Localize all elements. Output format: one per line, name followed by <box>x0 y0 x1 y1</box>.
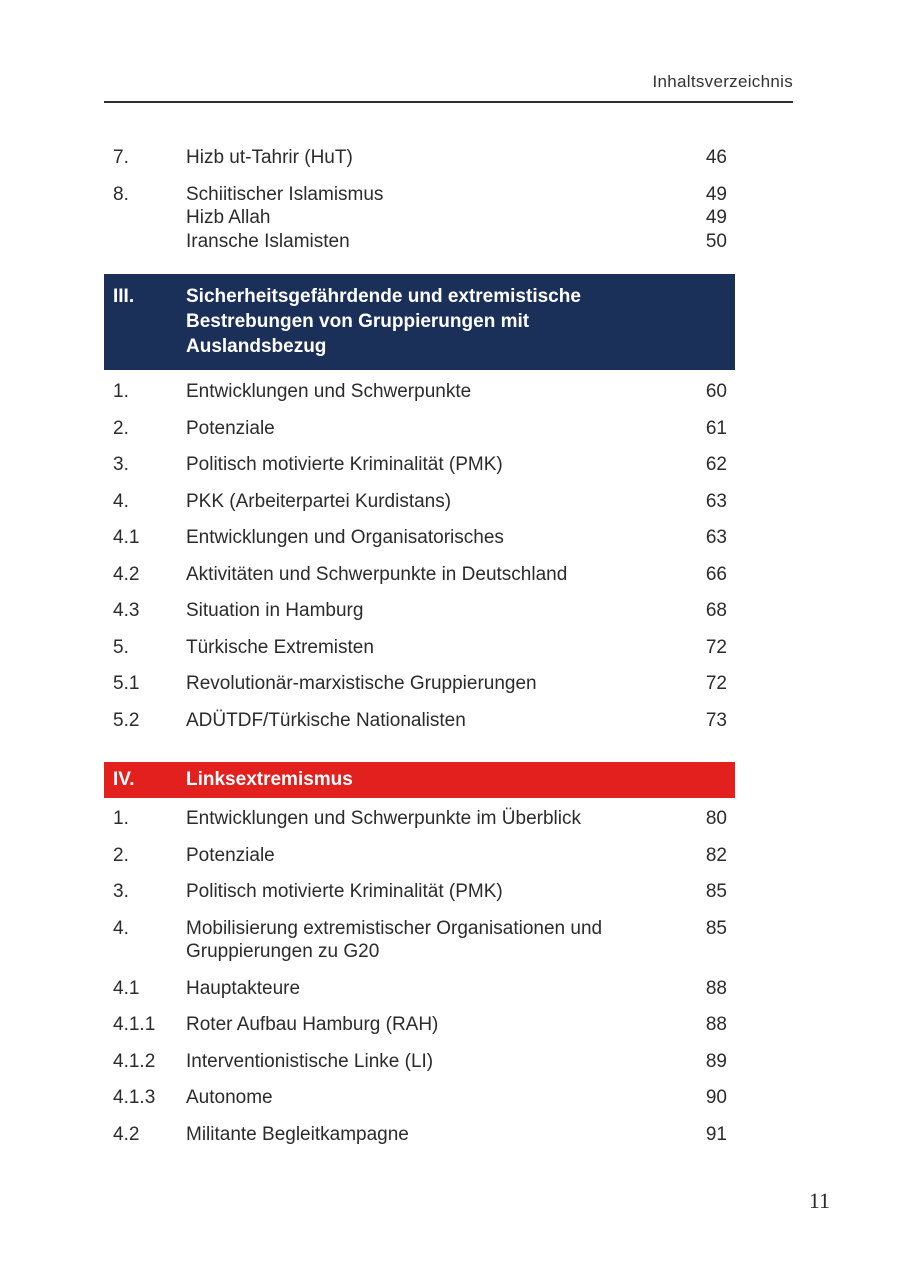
entry-page: 73 <box>705 709 727 731</box>
entry-title: Schiitischer Islamismus <box>186 183 384 205</box>
toc-entry <box>104 1123 735 1147</box>
toc-entry-line <box>104 672 735 696</box>
toc-entry-line <box>104 230 735 254</box>
toc-entry-line <box>104 1050 735 1074</box>
toc-entry-line <box>104 380 735 404</box>
toc-entry <box>104 1013 735 1037</box>
entry-number: 4.1.3 <box>113 1087 156 1108</box>
section-band <box>104 274 735 370</box>
entry-page: 90 <box>705 1087 727 1108</box>
entry-title: ADÜTDF/Türkische Nationalisten <box>186 709 466 731</box>
band-number: III. <box>113 286 135 307</box>
toc-entry-line <box>104 1013 735 1037</box>
entry-page: 89 <box>705 1050 727 1072</box>
entry-title: Situation in Hamburg <box>186 600 364 621</box>
entry-number: 4.2 <box>113 563 140 585</box>
entry-title: Türkische Extremisten <box>186 636 374 658</box>
toc-entry <box>104 807 735 831</box>
toc-entry-line <box>104 146 735 170</box>
toc-entry-line <box>104 417 735 441</box>
toc-entry-line <box>104 844 735 868</box>
entry-number: 5.2 <box>113 709 140 731</box>
entry-page: 50 <box>705 230 727 252</box>
entry-title: Roter Aufbau Hamburg (RAH) <box>186 1014 439 1035</box>
entry-number: 4.1.1 <box>113 1014 156 1035</box>
entry-page: 72 <box>705 636 727 658</box>
entry-title: Iransche Islamisten <box>186 230 350 252</box>
toc-entry-line <box>104 453 735 477</box>
entry-title: Aktivitäten und Schwerpunkte in Deutschland <box>186 563 568 585</box>
toc-entry <box>104 672 735 696</box>
entry-title: Entwicklungen und Schwerpunkte <box>186 381 472 402</box>
entry-title: Potenziale <box>186 417 275 439</box>
toc-entry-line <box>104 709 735 733</box>
toc-entry <box>104 563 735 587</box>
entry-page: 88 <box>705 977 727 999</box>
toc-entry <box>104 146 735 170</box>
toc-entry-line <box>104 880 735 904</box>
toc-entry-line <box>104 807 735 831</box>
toc-entry-line <box>104 206 735 230</box>
entry-page: 49 <box>705 207 727 228</box>
toc-entry-line <box>104 490 735 514</box>
toc-entry-line <box>104 599 735 623</box>
entry-title: Hizb ut-Tahrir (HuT) <box>186 147 353 168</box>
entry-title: Interventionistische Linke (LI) <box>186 1050 434 1072</box>
entry-page: 66 <box>705 563 727 585</box>
entry-page: 61 <box>705 417 727 439</box>
entry-title: Revolutionär-marxistische Gruppierungen <box>186 673 537 694</box>
entry-title: Entwicklungen und Organisatorisches <box>186 527 504 548</box>
entry-number: 7. <box>113 147 129 168</box>
entry-title: Mobilisierung extremistischer Organisationen und Gruppierungen zu G20 <box>186 917 603 962</box>
entry-number: 2. <box>113 844 129 866</box>
entry-number: 3. <box>113 881 129 902</box>
entry-page: 46 <box>705 147 727 168</box>
entry-page: 49 <box>705 183 727 205</box>
entry-number: 8. <box>113 183 129 205</box>
band-title: Sicherheitsgefährdende und extremistische Bestrebungen von Gruppierungen mit Auslandsbezug <box>186 286 581 357</box>
toc-entry <box>104 917 735 964</box>
toc-entry <box>104 1086 735 1110</box>
toc-entry <box>104 526 735 550</box>
entry-title: Hizb Allah <box>186 207 271 228</box>
toc-entry-line <box>104 1086 735 1110</box>
entry-number: 4. <box>113 917 129 939</box>
toc-entry <box>104 453 735 477</box>
toc-list <box>104 146 735 1159</box>
toc-entry-line <box>104 563 735 587</box>
toc-entry-line <box>104 917 735 964</box>
entry-page: 68 <box>705 600 727 621</box>
toc-entry-line <box>104 1123 735 1147</box>
section-band <box>104 762 735 798</box>
entry-number: 1. <box>113 808 129 829</box>
entry-page: 91 <box>705 1123 727 1145</box>
entry-number: 5.1 <box>113 673 140 694</box>
entry-number: 4.1.2 <box>113 1050 156 1072</box>
running-header: Inhaltsverzeichnis <box>104 72 793 103</box>
entry-page: 60 <box>705 381 727 402</box>
toc-entry-line <box>104 636 735 660</box>
entry-number: 4.1 <box>113 977 140 999</box>
toc-entry <box>104 844 735 868</box>
toc-entry <box>104 880 735 904</box>
toc-entry <box>104 599 735 623</box>
entry-title: Militante Begleitkampagne <box>186 1123 409 1145</box>
entry-title: Hauptakteure <box>186 977 301 999</box>
entry-title: Entwicklungen und Schwerpunkte im Überblick <box>186 808 581 829</box>
entry-number: 5. <box>113 636 129 658</box>
toc-entry <box>104 636 735 660</box>
toc-entry <box>104 709 735 733</box>
entry-page: 88 <box>705 1014 727 1035</box>
entry-page: 82 <box>705 844 727 866</box>
toc-entry-line <box>104 526 735 550</box>
entry-number: 2. <box>113 417 129 439</box>
entry-page: 63 <box>705 527 727 548</box>
toc-entry <box>104 183 735 254</box>
entry-number: 4.3 <box>113 600 140 621</box>
page-number: 11 <box>808 1188 830 1213</box>
entry-number: 4.2 <box>113 1123 140 1145</box>
entry-number <box>113 206 186 230</box>
toc-entry-line <box>104 977 735 1001</box>
entry-number: 4. <box>113 490 129 512</box>
entry-number: 3. <box>113 454 129 475</box>
entry-title: Autonome <box>186 1087 273 1108</box>
entry-page: 80 <box>705 808 727 829</box>
entry-title: Politisch motivierte Kriminalität (PMK) <box>186 881 503 902</box>
entry-title: Politisch motivierte Kriminalität (PMK) <box>186 454 503 475</box>
toc-entry-line <box>104 183 735 207</box>
band-title: Linksextremismus <box>186 769 353 790</box>
entry-page: 63 <box>705 490 727 512</box>
toc-entry <box>104 490 735 514</box>
toc-entry <box>104 380 735 404</box>
entry-title: Potenziale <box>186 844 275 866</box>
toc-entry <box>104 977 735 1001</box>
band-number: IV. <box>113 769 135 790</box>
entry-number: 1. <box>113 381 129 402</box>
entry-page: 85 <box>705 881 727 902</box>
entry-number: 4.1 <box>113 527 140 548</box>
toc-entry <box>104 417 735 441</box>
toc-entry <box>104 1050 735 1074</box>
entry-number <box>113 230 186 254</box>
entry-title: PKK (Arbeiterpartei Kurdistans) <box>186 490 452 512</box>
entry-page: 72 <box>705 673 727 694</box>
entry-page: 85 <box>705 917 727 939</box>
entry-page: 62 <box>705 454 727 475</box>
